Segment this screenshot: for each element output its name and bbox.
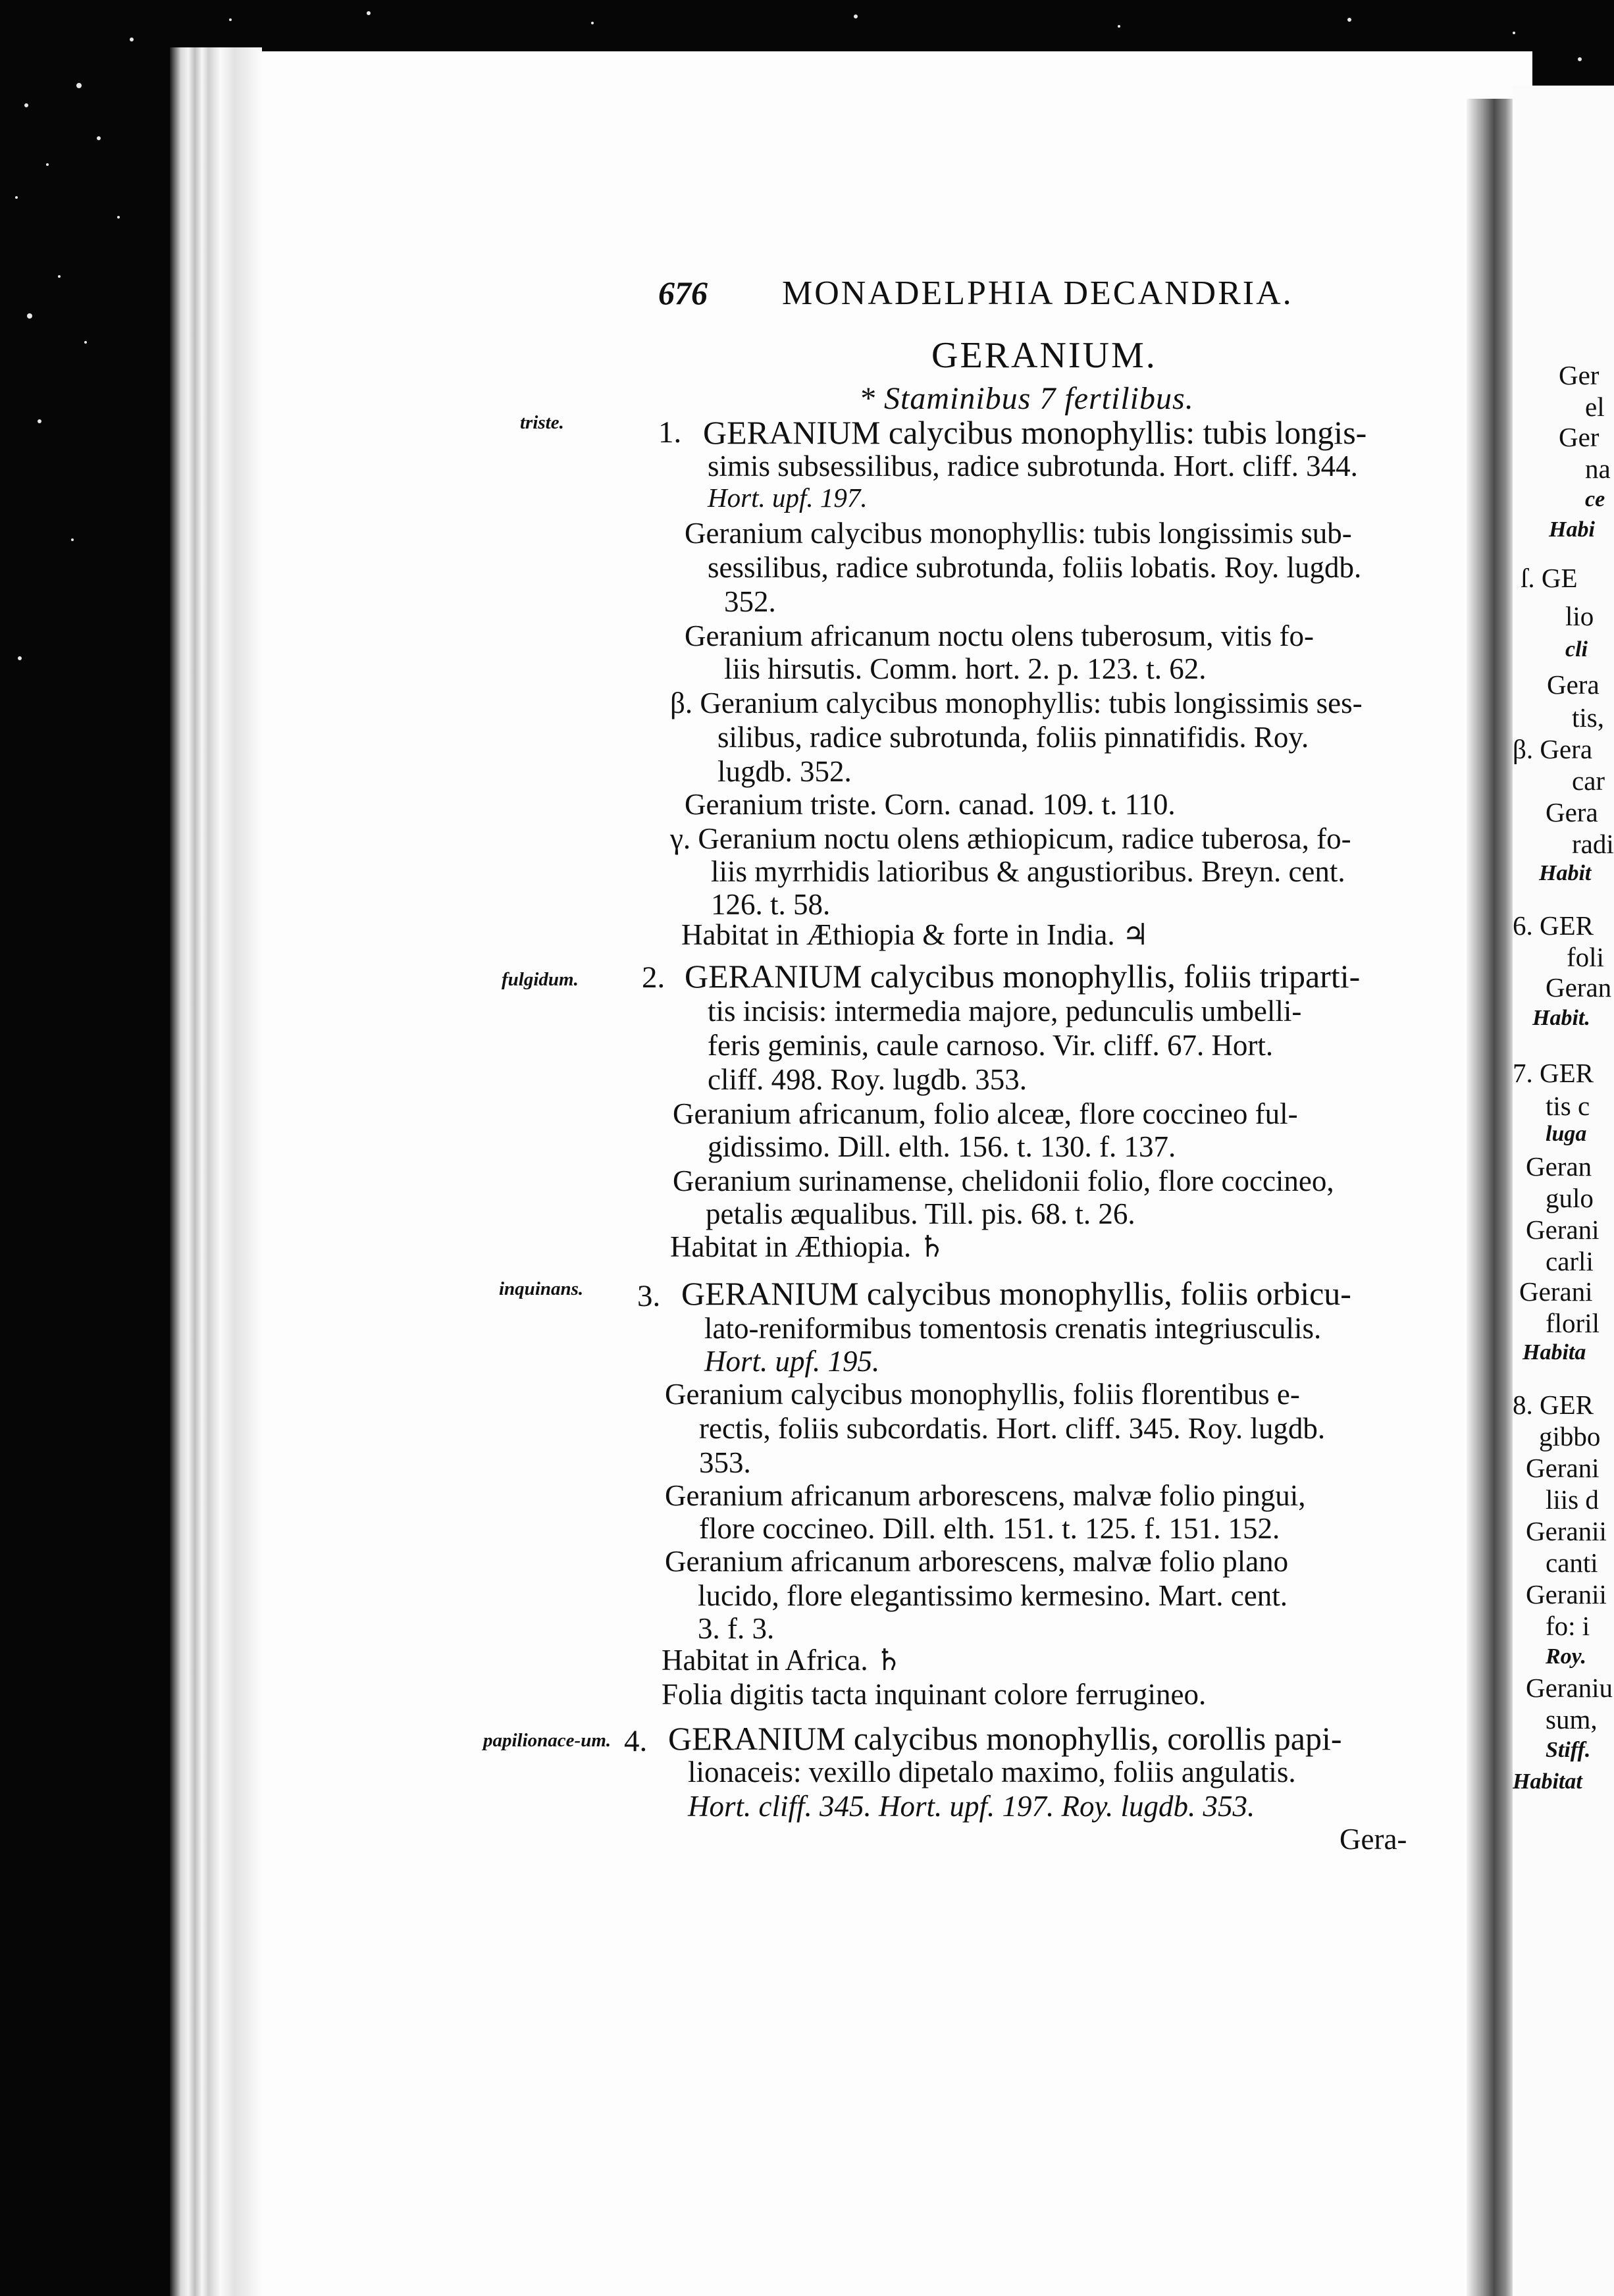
habitat-line: Habitat in Africa. ♄ <box>662 1644 902 1677</box>
right-fragment-line: tis, <box>1572 702 1604 733</box>
entry-line: Hort. upf. 195. <box>704 1345 880 1378</box>
right-fragment-line: Habitat <box>1513 1769 1582 1794</box>
entry-line: Geranium triste. Corn. canad. 109. t. 110. <box>685 788 1176 821</box>
page-number: 676 <box>658 274 708 311</box>
entry-line: simis subsessilibus, radice subrotunda. Hort. cliff. 344. <box>708 450 1358 483</box>
right-fragment-line: radi <box>1572 829 1614 859</box>
entry-line: Hort. upf. 197. <box>708 483 868 513</box>
note-line: Folia digitis tacta inquinant colore ferrugineo. <box>662 1678 1207 1711</box>
entry-line: GERANIUM calycibus monophyllis: tubis longis- <box>703 414 1367 451</box>
entry-line: feris geminis, caule carnoso. Vir. cliff. 67. Hort. <box>708 1029 1274 1062</box>
margin-note: inquinans. <box>499 1278 584 1299</box>
section-heading: * Staminibus 7 fertilibus. <box>859 381 1194 416</box>
entry-line: Geranium surinamense, chelidonii folio, flore coccineo, <box>673 1164 1334 1197</box>
right-fragment-line: Gera <box>1547 669 1600 700</box>
book-page-edges <box>170 47 262 2296</box>
entry-line: Geranium africanum, folio alceæ, flore coccineo ful- <box>673 1097 1298 1130</box>
right-fragment-line: Geran <box>1546 972 1612 1003</box>
right-fragment-line: Geranii <box>1526 1516 1607 1546</box>
right-fragment-line: cli <box>1565 637 1588 662</box>
right-fragment-line: Geranii <box>1526 1579 1607 1609</box>
entry-line: 353. <box>699 1446 751 1479</box>
right-fragment-line: luga <box>1546 1122 1587 1146</box>
habitat-line: Habitat in Æthiopia. ♄ <box>670 1230 945 1263</box>
right-fragment-line: Stiff. <box>1546 1738 1591 1762</box>
right-fragment-line: canti <box>1546 1548 1598 1578</box>
right-fragment-line: 7. GER <box>1513 1058 1594 1088</box>
right-fragment-line: Gerani <box>1526 1453 1600 1483</box>
right-fragment-line: β. Gera <box>1513 734 1593 764</box>
right-fragment-line: na <box>1585 454 1611 484</box>
entry-line: lugdb. 352. <box>717 755 852 788</box>
right-fragment-line: tis c <box>1546 1091 1590 1121</box>
entry-line: β. Geranium calycibus monophyllis: tubis longissimis ses- <box>670 687 1363 719</box>
entry-line: petalis æqualibus. Till. pis. 68. t. 26. <box>706 1197 1135 1230</box>
margin-note: triste. <box>520 412 564 433</box>
entry-line: Hort. cliff. 345. Hort. upf. 197. Roy. lugdb. 353. <box>688 1790 1255 1823</box>
entry-line: cliff. 498. Roy. lugdb. 353. <box>708 1063 1027 1096</box>
right-fragment-line: el <box>1585 392 1605 422</box>
entry-line: Geranium calycibus monophyllis, foliis florentibus e- <box>665 1378 1300 1411</box>
right-fragment-line: Habita <box>1523 1340 1586 1365</box>
right-fragment-line: Ger <box>1559 360 1600 390</box>
right-fragment-line: ce <box>1585 487 1605 511</box>
right-fragment-line: floril <box>1546 1308 1600 1338</box>
entry-line: Geranium africanum arborescens, malvæ folio pingui, <box>665 1479 1306 1512</box>
entry-line: liis hirsutis. Comm. hort. 2. p. 123. t. 62. <box>724 652 1207 685</box>
genus-heading: GERANIUM. <box>931 335 1157 376</box>
entry-line: GERANIUM calycibus monophyllis, corollis papi- <box>668 1720 1342 1757</box>
entry-line: lionaceis: vexillo dipetalo maximo, foliis angulatis. <box>688 1756 1296 1788</box>
right-fragment-line: carli <box>1546 1246 1594 1276</box>
right-fragment-line: 6. GER <box>1513 910 1594 941</box>
entry-number: 3. <box>637 1279 661 1313</box>
right-fragment-line: sum, <box>1546 1704 1598 1735</box>
right-fragment-line: gulo <box>1546 1183 1594 1213</box>
entry-line: 3. f. 3. <box>698 1612 775 1645</box>
running-title: MONADELPHIA DECANDRIA. <box>782 274 1293 312</box>
entry-line: lato-reniformibus tomentosis crenatis integriusculis. <box>704 1312 1322 1345</box>
right-fragment-line: fo: i <box>1546 1611 1590 1641</box>
book-gutter <box>1467 99 1513 2296</box>
right-fragment-line: gibbo <box>1539 1421 1601 1451</box>
entry-line: flore coccineo. Dill. elth. 151. t. 125. f. 151. 152. <box>699 1512 1280 1545</box>
right-fragment-line: Habit <box>1539 861 1592 885</box>
entry-line: rectis, foliis subcordatis. Hort. cliff. 345. Roy. lugdb. <box>699 1412 1326 1445</box>
right-fragment-line: Roy. <box>1546 1644 1587 1669</box>
right-fragment-line: Gerani <box>1526 1214 1600 1245</box>
right-fragment-line: Geran <box>1526 1151 1592 1182</box>
margin-note: fulgidum. <box>502 969 579 990</box>
right-fragment-line: Ger <box>1559 422 1600 452</box>
entry-line: sessilibus, radice subrotunda, foliis lobatis. Roy. lugdb. <box>708 551 1362 584</box>
habitat-line: Habitat in Æthiopia & forte in India. ♃ <box>681 918 1149 951</box>
entry-line: silibus, radice subrotunda, foliis pinnatifidis. Roy. <box>717 721 1309 754</box>
entry-line: Geranium calycibus monophyllis: tubis longissimis sub- <box>685 517 1352 550</box>
entry-line: 352. <box>724 585 776 618</box>
right-fragment-line: lio <box>1565 601 1594 631</box>
entry-number: 2. <box>642 960 665 995</box>
right-fragment-line: liis d <box>1546 1484 1599 1515</box>
right-fragment-line: Gerani <box>1519 1276 1593 1307</box>
catchword: Gera- <box>1340 1823 1407 1856</box>
right-fragment-line: ſ. GE <box>1521 563 1578 593</box>
entry-line: 126. t. 58. <box>711 888 831 921</box>
right-fragment-line: Gera <box>1546 797 1598 827</box>
entry-number: 4. <box>624 1724 648 1758</box>
entry-line: GERANIUM calycibus monophyllis, foliis triparti- <box>685 958 1361 995</box>
right-fragment-line: Habi <box>1549 517 1595 542</box>
right-fragment-line: Habit. <box>1532 1006 1590 1030</box>
entry-line: GERANIUM calycibus monophyllis, foliis orbicu- <box>681 1275 1351 1312</box>
right-fragment-line: foli <box>1567 942 1604 972</box>
entry-line: tis incisis: intermedia majore, pedunculis umbelli- <box>708 995 1302 1028</box>
right-fragment-line: Geraniu <box>1526 1673 1613 1703</box>
entry-line: Geranium africanum noctu olens tuberosum, vitis fo- <box>685 619 1315 652</box>
margin-note: papilionace-um. <box>483 1730 612 1751</box>
facing-page-fragment <box>1513 86 1614 2296</box>
entry-line: gidissimo. Dill. elth. 156. t. 130. f. 137. <box>708 1130 1176 1163</box>
entry-line: liis myrrhidis latioribus & angustioribus. Breyn. cent. <box>711 855 1345 888</box>
entry-line: Geranium africanum arborescens, malvæ folio plano <box>665 1545 1289 1578</box>
entry-line: lucido, flore elegantissimo kermesino. Mart. cent. <box>698 1579 1288 1612</box>
entry-line: γ. Geranium noctu olens æthiopicum, radice tuberosa, fo- <box>670 822 1351 855</box>
right-fragment-line: 8. GER <box>1513 1390 1594 1420</box>
entry-number: 1. <box>658 415 682 450</box>
right-fragment-line: car <box>1572 766 1605 796</box>
